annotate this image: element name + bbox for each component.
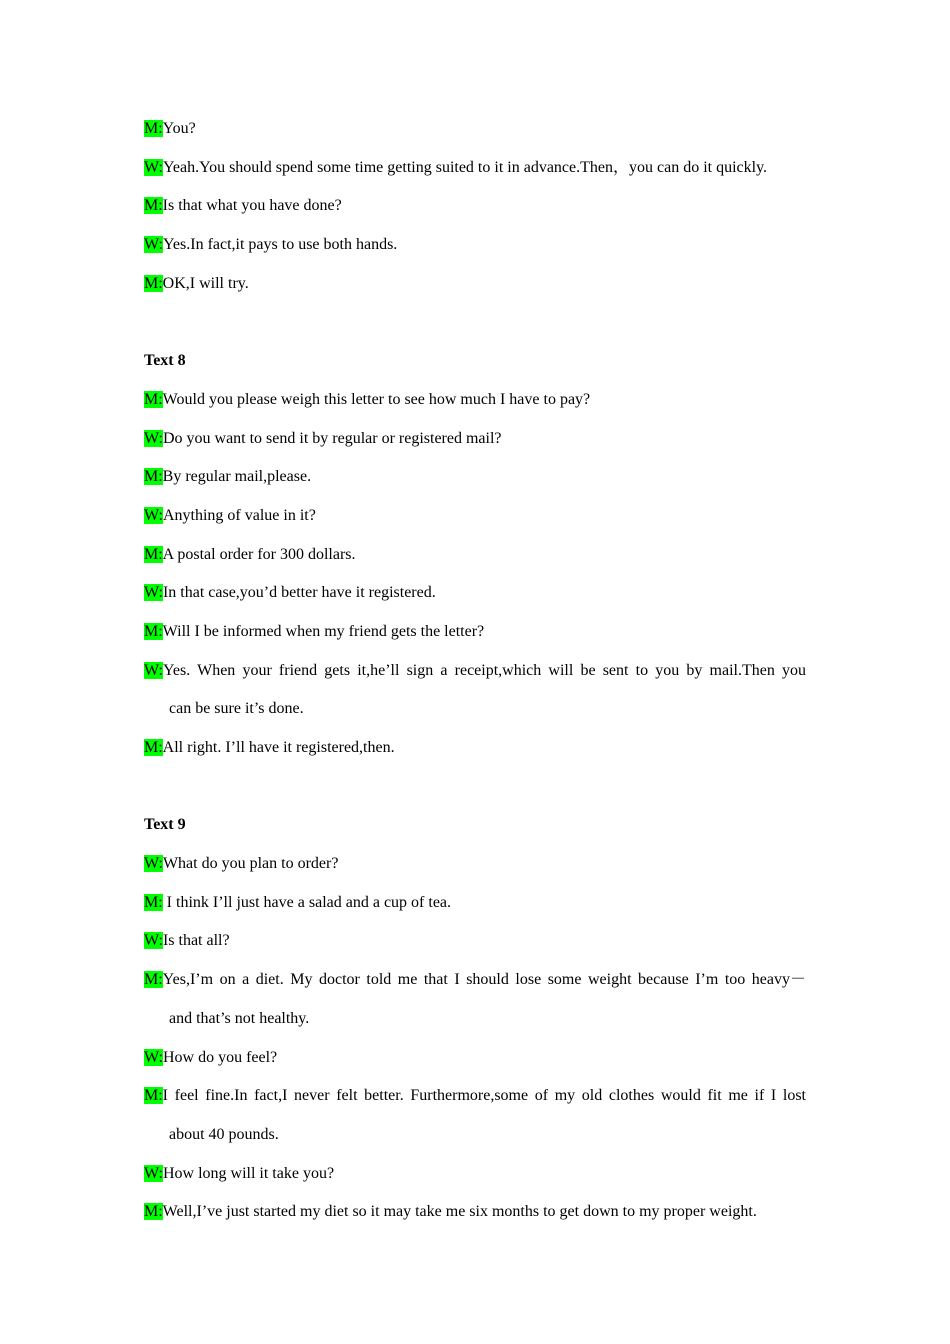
dialogue-text: I think I’ll just have a salad and a cup of tea. <box>162 893 452 911</box>
dialogue-line <box>144 536 806 575</box>
dialogue-text: In that case,you’d better have it registered. <box>162 584 436 602</box>
dialogue-text: Yes,I’m on a diet. My doctor told me that I should lose some weight because I’m too heavy－ <box>162 971 806 989</box>
dialogue-line <box>144 497 806 536</box>
dialogue-line <box>144 110 806 149</box>
speaker-label: M: <box>144 739 163 756</box>
dialogue-continuation: and that’s not healthy. <box>169 1009 310 1027</box>
dialogue-text: Yes.In fact,it pays to use both hands. <box>162 236 398 254</box>
dialogue-line <box>144 1039 806 1078</box>
dialogue-line <box>144 652 806 691</box>
dialogue-text: Well,I’ve just started my diet so it may take me six months to get down to my proper weight. <box>162 1203 757 1221</box>
speaker-label: W: <box>144 584 163 602</box>
dialogue-text: Is that all? <box>162 932 230 950</box>
dialogue-line <box>144 226 806 265</box>
speaker-label: M: <box>144 274 163 292</box>
dialogue-line <box>144 420 806 459</box>
dialogue-text: Is that what you have done? <box>162 197 342 215</box>
dialogue-line <box>144 574 806 613</box>
blank-line <box>144 768 806 807</box>
speaker-label: W: <box>144 855 163 873</box>
dialogue-line <box>144 613 806 652</box>
speaker-label: M: <box>144 1203 163 1221</box>
dialogue-line <box>144 1193 806 1232</box>
speaker-label: W: <box>144 158 163 176</box>
dialogue-text: Will I be informed when my friend gets the letter? <box>162 622 485 640</box>
dialogue-continuation: can be sure it’s done. <box>169 700 304 718</box>
dialogue-text: How long will it take you? <box>162 1164 335 1182</box>
dialogue-text: You? <box>162 120 196 137</box>
dialogue-text: OK,I will try. <box>162 274 249 292</box>
speaker-label: M: <box>144 120 163 137</box>
dialogue-text: A postal order for 300 dollars. <box>162 545 356 563</box>
dialogue-line <box>144 1077 806 1116</box>
dialogue-line <box>144 845 806 884</box>
dialogue-line <box>144 265 806 304</box>
speaker-label: M: <box>144 468 163 486</box>
dialogue-text: What do you plan to order? <box>162 855 339 873</box>
speaker-label: M: <box>144 1087 163 1105</box>
dialogue-text: Yes. When your friend gets it,he’ll sign a receipt,which will be sent to you by mail.Then you <box>162 661 806 679</box>
speaker-label: W: <box>144 506 163 524</box>
dialogue-line <box>144 187 806 226</box>
speaker-label: W: <box>144 1048 163 1066</box>
document-page <box>144 110 806 1232</box>
section-heading-text-9: Text 9 <box>144 816 186 834</box>
speaker-label: W: <box>144 429 163 447</box>
dialogue-line <box>144 149 806 188</box>
speaker-label: M: <box>144 893 163 911</box>
dialogue-text: Would you please weigh this letter to see how much I have to pay? <box>162 390 591 408</box>
speaker-label: W: <box>144 236 163 254</box>
dialogue-line <box>144 381 806 420</box>
dialogue-text: Do you want to send it by regular or registered mail? <box>162 429 502 447</box>
speaker-label: W: <box>144 1164 163 1182</box>
dialogue-text: I feel fine.In fact,I never felt better. Furthermore,some of my old clothes would fit me if I lost <box>162 1087 806 1105</box>
dialogue-text: All right. I’ll have it registered,then. <box>162 739 395 756</box>
dialogue-text: Anything of value in it? <box>162 506 316 524</box>
dialogue-line <box>144 961 806 1000</box>
dialogue-line <box>144 884 806 923</box>
speaker-label: M: <box>144 390 163 408</box>
speaker-label: M: <box>144 622 163 640</box>
dialogue-text: Yeah.You should spend some time getting suited to it in advance.Then，you can do it quickly. <box>162 158 768 176</box>
dialogue-text: By regular mail,please. <box>162 468 312 486</box>
speaker-label: W: <box>144 932 163 950</box>
dialogue-line <box>144 1155 806 1194</box>
dialogue-text: How do you feel? <box>162 1048 278 1066</box>
dialogue-line <box>144 458 806 497</box>
section-heading-text-8: Text 8 <box>144 352 186 370</box>
blank-line <box>144 303 806 342</box>
speaker-label: W: <box>144 661 163 679</box>
dialogue-line <box>144 922 806 961</box>
speaker-label: M: <box>144 545 163 563</box>
speaker-label: M: <box>144 197 163 215</box>
dialogue-line <box>144 729 806 768</box>
dialogue-continuation: about 40 pounds. <box>169 1125 279 1143</box>
speaker-label: M: <box>144 971 163 989</box>
